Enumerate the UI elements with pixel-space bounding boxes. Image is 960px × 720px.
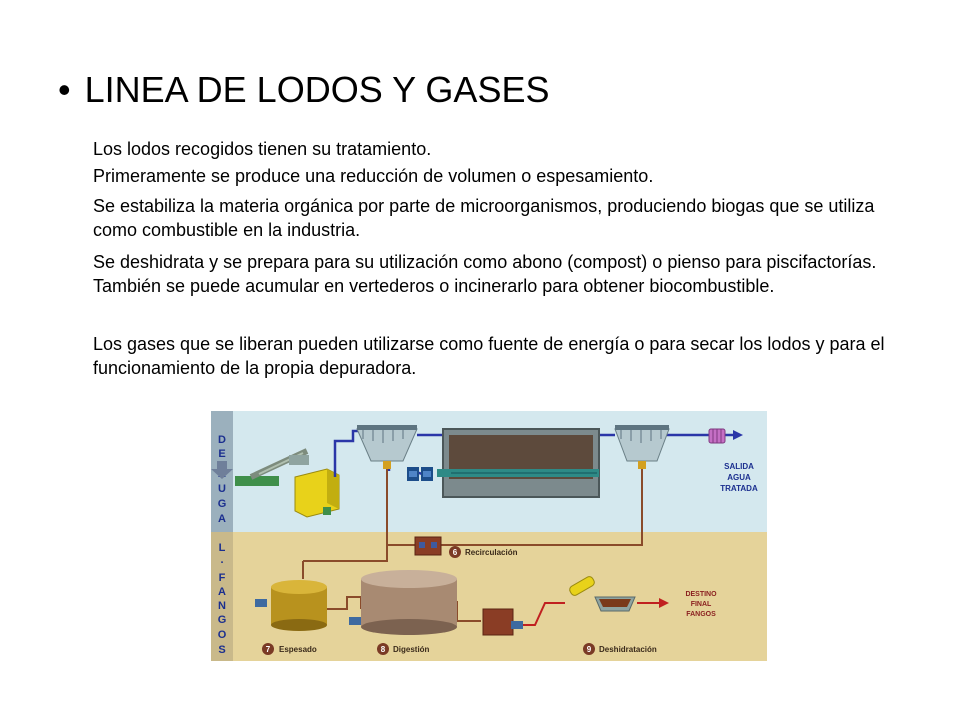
- paragraph-5: Los gases que se liberan pueden utilizarse como fuente de energía o para secar los lodos y para el funcionamiento de la propia depuradora.: [93, 334, 885, 378]
- step-number: 7: [265, 645, 271, 654]
- step-number: 9: [586, 645, 592, 654]
- water-band-letter: A: [218, 513, 226, 525]
- paragraph-4: Se deshidrata y se prepara para su utilización como abono (compost) o pienso para piscifactorías. También se puede acumular en vertederos o incinerarlo para obtener biocombustible.: [93, 252, 877, 296]
- sludge-band-letter: A: [218, 586, 226, 598]
- step-label: Recirculación: [465, 548, 518, 557]
- sludge-band-letter: N: [218, 600, 226, 612]
- paragraph-2: Primeramente se produce una reducción de volumen o espesamiento.: [93, 166, 654, 186]
- digester-tank: [349, 570, 457, 635]
- paragraph-3: Se estabiliza la materia orgánica por parte de microorganismos, produciendo biogas que se utiliza como combustible en la industria.: [93, 196, 875, 240]
- sludge-band-letter: S: [218, 644, 226, 656]
- step-number: 8: [380, 645, 386, 654]
- sludge-band-letter: O: [217, 629, 227, 641]
- destination-label: FANGOS: [686, 611, 716, 618]
- water-output-label: AGUA: [727, 473, 751, 482]
- step-label: Espesado: [279, 645, 317, 654]
- water-output-label: SALIDA: [724, 462, 754, 471]
- water-band-letter: U: [218, 483, 226, 495]
- water-band-letter: G: [217, 498, 227, 510]
- sludge-band-letter: L: [218, 542, 226, 554]
- title-bullet: •: [58, 69, 71, 110]
- water-output-label: TRATADA: [720, 484, 758, 493]
- water-band-letter: D: [218, 434, 226, 446]
- sludge-band-letter: .: [220, 554, 224, 566]
- step-label: Digestión: [393, 645, 430, 654]
- uv-disinfection-unit: [709, 429, 725, 443]
- water-band-letter: E: [218, 448, 226, 460]
- step-label: Deshidratación: [599, 645, 657, 654]
- aeration-basin: [437, 429, 599, 497]
- destination-label: FINAL: [690, 601, 712, 608]
- step-number: 6: [452, 548, 458, 557]
- slide-title: [58, 66, 549, 114]
- sludge-band-letter: G: [217, 614, 227, 626]
- sludge-container: [595, 597, 635, 611]
- title-text: LINEA DE LODOS Y GASES: [84, 69, 550, 110]
- treatment-plant-diagram: [211, 411, 767, 661]
- recirculation-pump: [415, 537, 441, 555]
- step-espesado: [262, 643, 317, 655]
- paragraph-1: Los lodos recogidos tienen su tratamiento.: [93, 139, 432, 159]
- sludge-band-letter: F: [218, 572, 226, 584]
- step-digestion: [377, 643, 430, 655]
- grit-container: [289, 455, 309, 465]
- destination-label: DESTINO: [685, 591, 717, 598]
